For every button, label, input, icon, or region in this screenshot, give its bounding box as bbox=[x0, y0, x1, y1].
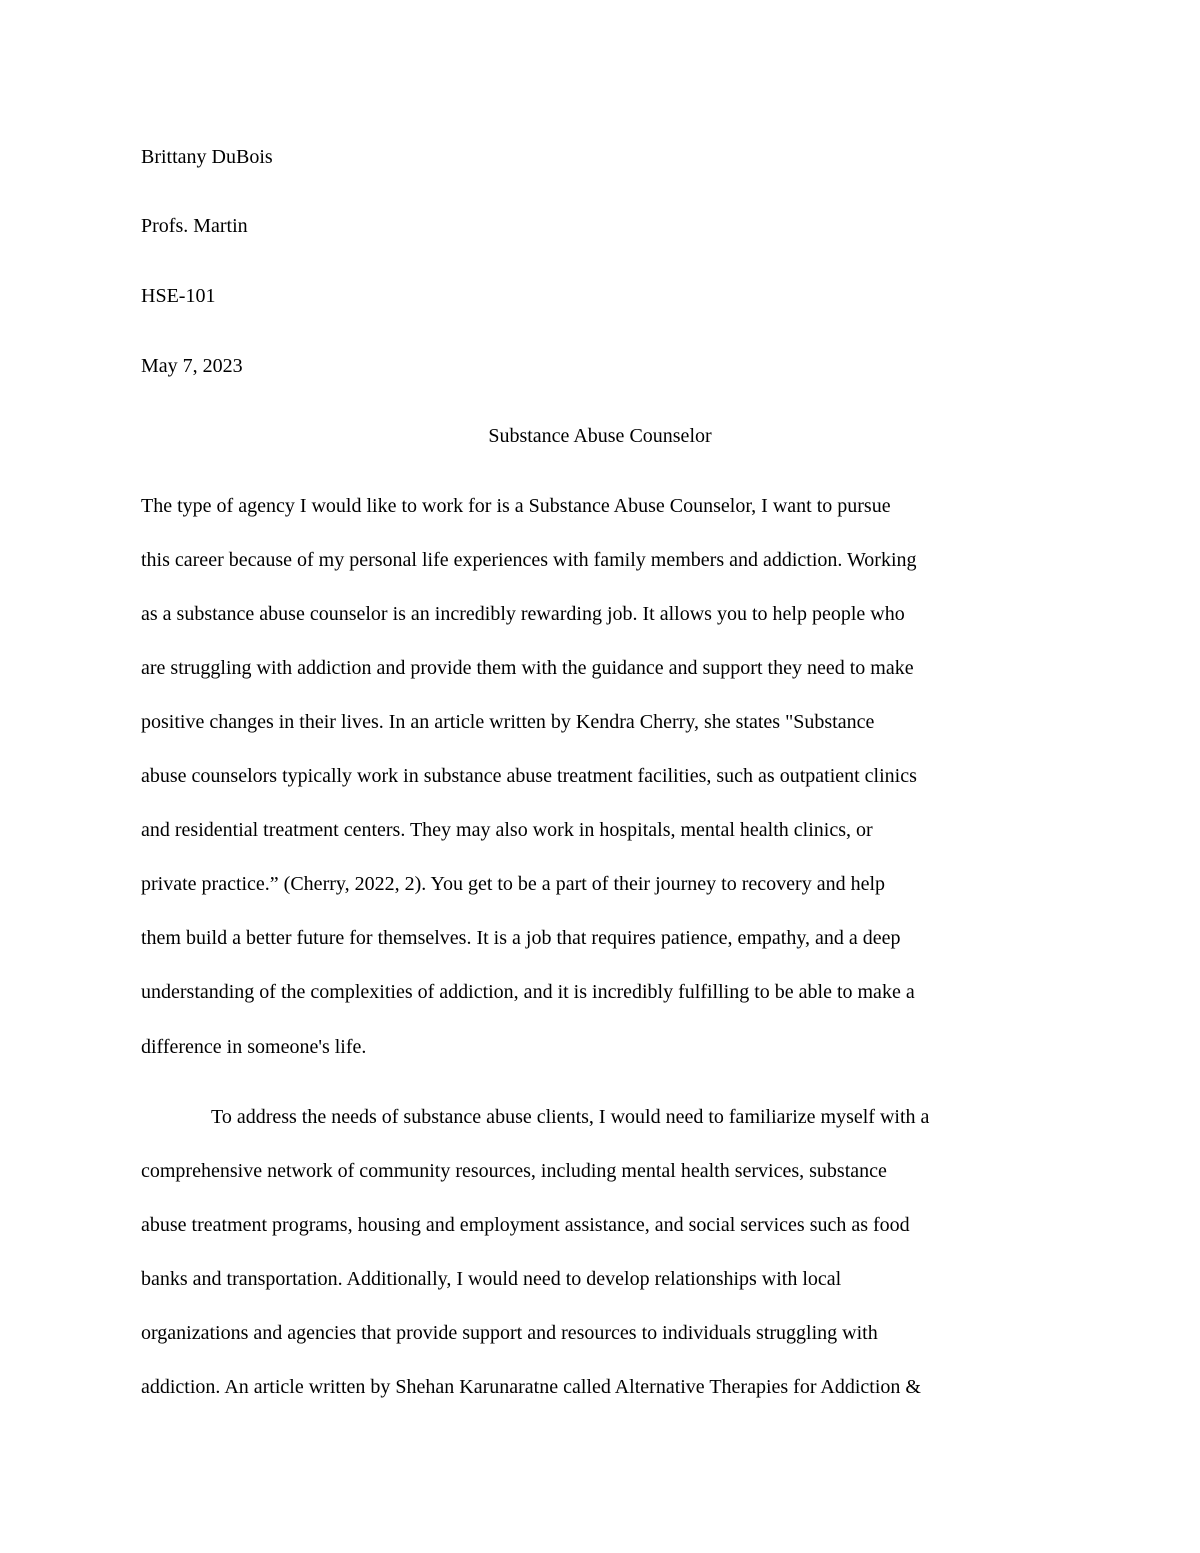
paragraph-line: comprehensive network of community resources, including mental health services, substance bbox=[141, 1160, 887, 1182]
student-name: Brittany DuBois bbox=[141, 146, 273, 168]
paragraph-line: private practice.” (Cherry, 2022, 2). You get to be a part of their journey to recovery and help bbox=[141, 873, 886, 895]
paragraph-line: are struggling with addiction and provide them with the guidance and support they need to make bbox=[141, 657, 914, 679]
paragraph-line: them build a better future for themselves. It is a job that requires patience, empathy, and a deep bbox=[141, 927, 901, 949]
paragraph-line: addiction. An article written by Shehan Karunaratne called Alternative Therapies for Addiction & bbox=[141, 1376, 921, 1398]
paragraph-line: and residential treatment centers. They may also work in hospitals, mental health clinics, or bbox=[141, 819, 873, 841]
paragraph-line: understanding of the complexities of addiction, and it is incredibly fulfilling to be able to make a bbox=[141, 981, 915, 1003]
paragraph-line: banks and transportation. Additionally, I would need to develop relationships with local bbox=[141, 1268, 842, 1290]
document-title: Substance Abuse Counselor bbox=[488, 425, 712, 447]
professor-name: Profs. Martin bbox=[141, 215, 248, 237]
paragraph-line: positive changes in their lives. In an article written by Kendra Cherry, she states "Substance bbox=[141, 711, 875, 733]
paragraph-line: organizations and agencies that provide support and resources to individuals struggling with bbox=[141, 1322, 878, 1344]
document-date: May 7, 2023 bbox=[141, 355, 243, 377]
paragraph-line: To address the needs of substance abuse clients, I would need to familiarize myself with a bbox=[211, 1106, 930, 1128]
paragraph-line: abuse treatment programs, housing and employment assistance, and social services such as food bbox=[141, 1214, 910, 1236]
paragraph-line: this career because of my personal life experiences with family members and addiction. Working bbox=[141, 549, 917, 571]
paragraph-line: as a substance abuse counselor is an incredibly rewarding job. It allows you to help people who bbox=[141, 603, 905, 625]
paragraph-line: difference in someone's life. bbox=[141, 1036, 367, 1058]
course-code: HSE-101 bbox=[141, 285, 216, 307]
paragraph-line: The type of agency I would like to work for is a Substance Abuse Counselor, I want to pursue bbox=[141, 495, 891, 517]
paragraph-line: abuse counselors typically work in substance abuse treatment facilities, such as outpatient clinics bbox=[141, 765, 917, 787]
